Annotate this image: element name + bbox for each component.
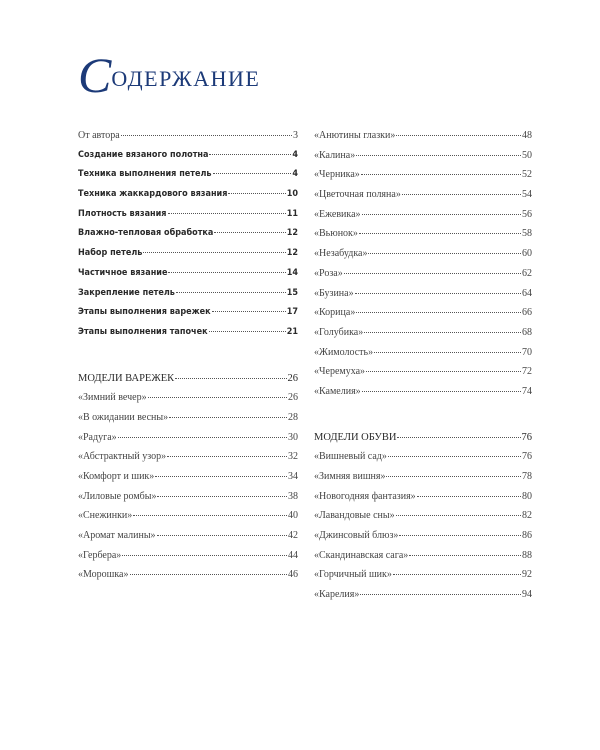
toc-entry-title: «Незабудка» — [314, 248, 368, 260]
dot-leader — [359, 233, 521, 234]
title-rest: ОДЕРЖАНИЕ — [111, 66, 261, 91]
dot-leader — [388, 456, 521, 457]
dot-leader — [386, 476, 521, 477]
toc-page-number: 26 — [287, 372, 298, 384]
toc-page-number: 50 — [522, 149, 532, 161]
toc-page-number: 76 — [522, 451, 532, 463]
toc-entry-title: «Абстрактный узор» — [78, 451, 167, 463]
toc-entry-title: Создание вязаного полотна — [78, 149, 209, 160]
toc-entry[interactable] — [314, 307, 532, 327]
dot-leader — [176, 292, 286, 293]
toc-entry[interactable] — [78, 209, 298, 229]
toc-page-number: 14 — [286, 267, 298, 278]
dot-leader — [356, 312, 521, 313]
toc-page-number: 32 — [288, 451, 298, 463]
toc-page-number: 21 — [286, 326, 298, 337]
toc-entry-title: «Аромат малины» — [78, 530, 156, 542]
toc-entry-title: «Карелия» — [314, 589, 360, 601]
toc-entry[interactable] — [314, 510, 532, 530]
section-gap — [78, 347, 298, 373]
dot-leader — [396, 515, 521, 516]
toc-entry-title: «Жимолость» — [314, 346, 374, 358]
dot-leader — [417, 496, 521, 497]
dot-leader — [360, 594, 521, 595]
dot-leader — [356, 155, 521, 156]
toc-page-number: 4 — [292, 149, 298, 160]
toc-entry-title: МОДЕЛИ ВАРЕЖЕК — [78, 372, 175, 384]
toc-entry-title: «Снежинки» — [78, 510, 133, 522]
dot-leader — [175, 378, 286, 379]
dot-leader — [155, 476, 287, 477]
toc-page-number: 82 — [522, 510, 532, 522]
toc-page-number: 46 — [288, 569, 298, 581]
toc-entry-title: «Лавандовые сны» — [314, 510, 395, 522]
toc-entry-title: «Комфорт и шик» — [78, 471, 155, 482]
dot-leader — [143, 252, 285, 253]
toc-entry-title: «Вишневый сад» — [314, 451, 387, 463]
dot-leader — [393, 574, 521, 575]
toc-entry-title: «Черемуха» — [314, 366, 366, 378]
dot-leader — [399, 535, 521, 536]
toc-page-number: 88 — [522, 549, 532, 561]
toc-entry[interactable] — [78, 150, 298, 170]
toc-entry-title: «Роза» — [314, 267, 343, 279]
dot-leader — [344, 273, 521, 274]
dot-leader — [118, 437, 287, 438]
toc-page-number: 52 — [522, 169, 532, 181]
dot-leader — [396, 135, 521, 136]
toc-entry-title: «Калина» — [314, 149, 356, 161]
toc-entry[interactable] — [314, 550, 532, 570]
toc-entry[interactable] — [314, 228, 532, 248]
toc-entry[interactable] — [78, 307, 298, 327]
toc-entry[interactable] — [78, 471, 298, 491]
toc-section-heading[interactable] — [314, 432, 532, 452]
toc-entry-title: «Корица» — [314, 307, 356, 319]
toc-page-number: 30 — [288, 431, 298, 443]
toc-entry-title: Техника выполнения петель — [78, 169, 212, 180]
toc-page-number: 38 — [288, 490, 298, 502]
toc-page-number: 48 — [522, 130, 532, 141]
toc-entry-title: «Морошка» — [78, 569, 129, 581]
toc-entry-title: «Скандинавская сага» — [314, 549, 409, 561]
toc-entry[interactable] — [314, 451, 532, 471]
dot-leader — [209, 154, 291, 155]
toc-entry-title: Закрепление петель — [78, 287, 175, 298]
toc-page-number: 66 — [522, 307, 532, 319]
toc-entry-title: От автора — [78, 130, 120, 141]
toc-page-number: 86 — [522, 530, 532, 542]
toc-page-number: 94 — [522, 589, 532, 601]
toc-entry-title: МОДЕЛИ ОБУВИ — [314, 431, 397, 443]
toc-entry-title: «Новогодняя фантазия» — [314, 490, 416, 502]
dot-leader — [366, 371, 521, 372]
toc-entry[interactable] — [78, 451, 298, 471]
toc-entry[interactable] — [78, 412, 298, 432]
toc-entry-title: «Зимняя вишня» — [314, 471, 386, 482]
toc-entry[interactable] — [78, 569, 298, 589]
toc-page-number: 92 — [522, 569, 532, 581]
toc-entry-title: «Вьюнок» — [314, 228, 358, 240]
toc-page-number: 78 — [522, 471, 532, 482]
dot-leader — [213, 173, 292, 174]
toc-page-number: 60 — [522, 248, 532, 260]
dot-leader — [397, 437, 520, 438]
dot-leader — [130, 574, 288, 575]
toc-entry[interactable] — [314, 209, 532, 229]
title-initial: С — [78, 47, 112, 103]
toc-page-number: 58 — [522, 228, 532, 240]
toc-entry-title: «Радуга» — [78, 431, 117, 443]
toc-entry-title: «В ожидании весны» — [78, 411, 169, 423]
toc-entry[interactable] — [78, 510, 298, 530]
toc-page-number: 80 — [522, 490, 532, 502]
toc-entry[interactable] — [314, 327, 532, 347]
toc-entry[interactable] — [78, 169, 298, 189]
toc-page-number: 34 — [288, 471, 298, 482]
dot-leader — [157, 496, 287, 497]
toc-entry[interactable] — [314, 589, 532, 609]
toc-entry[interactable] — [314, 130, 532, 150]
toc-entry[interactable] — [78, 288, 298, 308]
toc-entry[interactable] — [314, 386, 532, 406]
toc-page-number: 12 — [286, 228, 298, 239]
toc-page-number: 17 — [286, 307, 298, 318]
toc-entry[interactable] — [78, 189, 298, 209]
toc-entry[interactable] — [78, 248, 298, 268]
page-title — [78, 44, 261, 103]
toc-entry-title: «Черника» — [314, 169, 360, 181]
toc-page-number: 54 — [522, 189, 532, 201]
toc-entry[interactable] — [314, 268, 532, 288]
toc-entry[interactable] — [78, 327, 298, 347]
toc-entry[interactable] — [314, 471, 532, 491]
toc-entry[interactable] — [314, 150, 532, 170]
dot-leader — [209, 331, 286, 332]
toc-page-number: 68 — [522, 326, 532, 338]
dot-leader — [122, 555, 287, 556]
toc-entry-title: Этапы выполнения варежек — [78, 307, 211, 318]
toc-entry-title: «Джинсовый блюз» — [314, 530, 399, 542]
toc-entry-title: «Голубика» — [314, 326, 364, 338]
toc-entry[interactable] — [78, 491, 298, 511]
toc-entry[interactable] — [314, 288, 532, 308]
toc-page-number: 40 — [288, 510, 298, 522]
toc-entry-title: Этапы выполнения тапочек — [78, 326, 208, 337]
toc-page-number: 74 — [522, 385, 532, 397]
toc-page-number: 15 — [286, 287, 298, 298]
toc-page-number: 3 — [293, 130, 298, 141]
toc-page-number: 4 — [292, 169, 298, 180]
toc-page-number: 42 — [288, 530, 298, 542]
toc-entry[interactable] — [78, 550, 298, 570]
dot-leader — [362, 214, 521, 215]
toc-page-number: 26 — [288, 392, 298, 404]
dot-leader — [362, 391, 521, 392]
toc-section-heading[interactable] — [78, 373, 298, 393]
toc-entry[interactable] — [314, 169, 532, 189]
toc-entry-title: «Зимний вечер» — [78, 392, 147, 404]
toc-entry[interactable] — [314, 248, 532, 268]
toc-entry[interactable] — [314, 491, 532, 511]
toc-page-number: 64 — [522, 287, 532, 299]
toc-entry[interactable] — [314, 530, 532, 550]
toc-entry-title: Техника жаккардового вязания — [78, 189, 228, 200]
dot-leader — [121, 135, 292, 136]
toc-entry-title: Частичное вязание — [78, 267, 168, 278]
dot-leader — [168, 272, 285, 273]
toc-page-number: 76 — [521, 431, 532, 443]
toc-entry-title: «Камелия» — [314, 385, 361, 397]
toc-entry[interactable] — [78, 268, 298, 288]
dot-leader — [133, 515, 287, 516]
toc-entry-title: «Гербера» — [78, 549, 122, 561]
dot-leader — [214, 232, 285, 233]
dot-leader — [374, 352, 521, 353]
section-gap — [314, 406, 532, 432]
toc-right-column — [314, 130, 532, 609]
toc-entry[interactable] — [78, 392, 298, 412]
dot-leader — [361, 174, 521, 175]
dot-leader — [212, 311, 286, 312]
toc-entry[interactable] — [78, 432, 298, 452]
toc-page-number: 72 — [522, 366, 532, 378]
dot-leader — [167, 456, 287, 457]
toc-entry[interactable] — [314, 189, 532, 209]
toc-entry[interactable] — [78, 130, 298, 150]
toc-entry-title: «Лиловые ромбы» — [78, 490, 157, 502]
toc-entry[interactable] — [78, 228, 298, 248]
toc-left-column — [78, 130, 298, 589]
toc-entry[interactable] — [314, 366, 532, 386]
toc-page-number: 28 — [288, 411, 298, 423]
toc-entry-title: «Анютины глазки» — [314, 130, 396, 141]
toc-page-number: 10 — [286, 189, 298, 200]
dot-leader — [409, 555, 521, 556]
toc-page-number: 70 — [522, 346, 532, 358]
dot-leader — [169, 417, 287, 418]
toc-entry-title: Набор петель — [78, 248, 143, 259]
toc-page-number: 56 — [522, 208, 532, 220]
toc-page-number: 62 — [522, 267, 532, 279]
toc-entry-title: «Бузина» — [314, 287, 354, 299]
toc-entry[interactable] — [78, 530, 298, 550]
dot-leader — [148, 397, 287, 398]
dot-leader — [368, 253, 521, 254]
toc-entry-title: «Цветочная поляна» — [314, 189, 401, 201]
dot-leader — [402, 194, 521, 195]
dot-leader — [157, 535, 287, 536]
toc-entry-title: «Горчичный шик» — [314, 569, 392, 581]
dot-leader — [355, 293, 521, 294]
toc-entry-title: «Ежевика» — [314, 208, 361, 220]
toc-page-number: 44 — [288, 549, 298, 561]
toc-entry-title: Влажно-тепловая обработка — [78, 228, 214, 239]
dot-leader — [364, 332, 521, 333]
toc-entry[interactable] — [314, 347, 532, 367]
toc-page-number: 11 — [286, 208, 298, 219]
toc-entry-title: Плотность вязания — [78, 208, 167, 219]
toc-page-number: 12 — [286, 248, 298, 259]
dot-leader — [228, 193, 285, 194]
toc-entry[interactable] — [314, 569, 532, 589]
dot-leader — [168, 213, 286, 214]
